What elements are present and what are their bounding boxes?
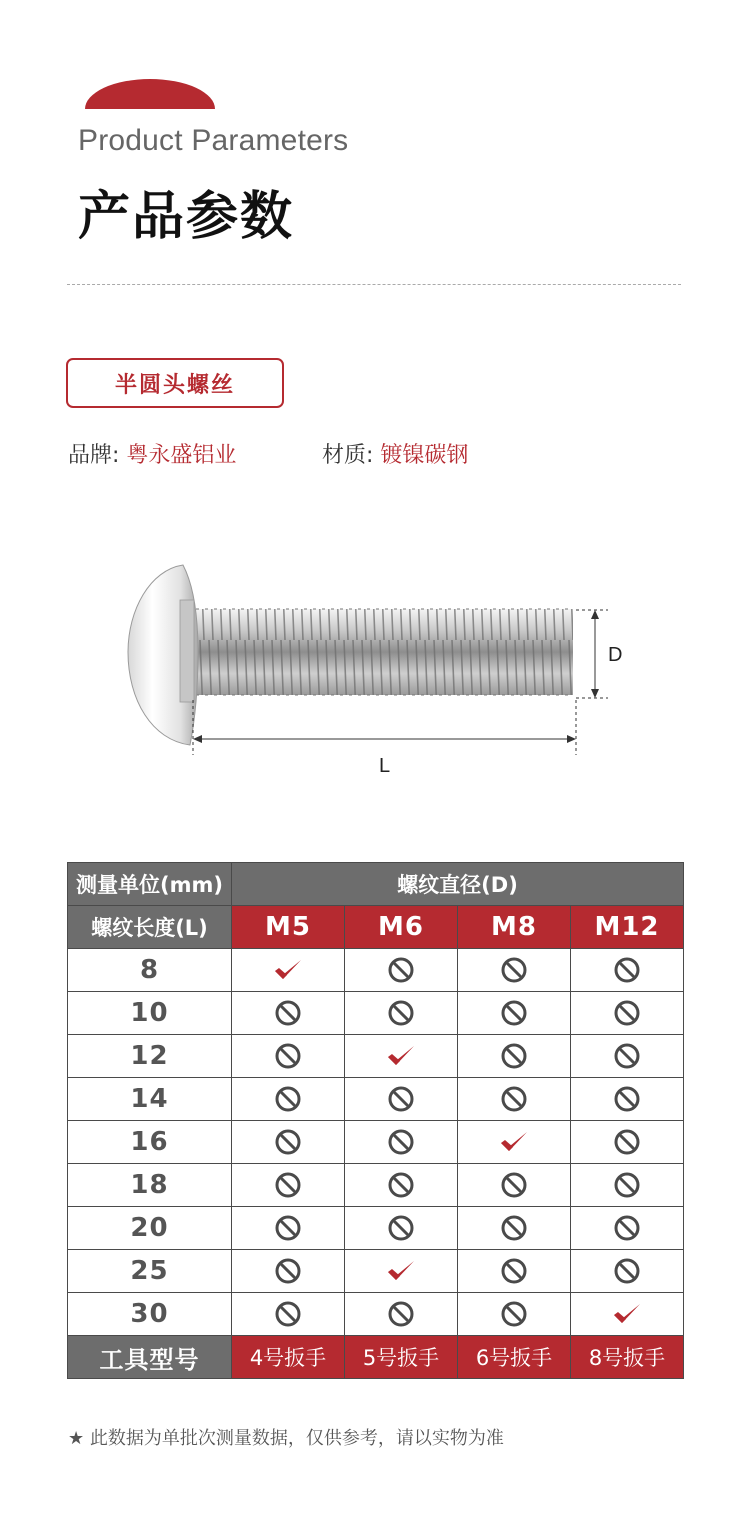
- tool-label: 工具型号: [68, 1336, 232, 1379]
- table-cell: [345, 1121, 458, 1164]
- prohibited-icon: [458, 1172, 570, 1198]
- table-cell: [232, 1078, 345, 1121]
- prohibited-icon: [571, 957, 683, 983]
- prohibited-icon: [345, 1129, 457, 1155]
- screw-diagram: [0, 540, 750, 800]
- table-cell: [571, 992, 684, 1035]
- table-row: [68, 1250, 684, 1293]
- table-cell: [458, 1164, 571, 1207]
- prohibited-icon: [571, 1086, 683, 1112]
- table-row: [68, 1078, 684, 1121]
- english-title: Product Parameters: [78, 124, 349, 157]
- length-value: 20: [68, 1207, 232, 1250]
- product-name-badge: 半圆头螺丝: [66, 358, 284, 408]
- prohibited-icon: [345, 1215, 457, 1241]
- table-cell: [458, 1250, 571, 1293]
- brand-value: 粤永盛铝业: [126, 443, 237, 468]
- prohibited-icon: [232, 1043, 344, 1069]
- table-cell: [232, 1121, 345, 1164]
- prohibited-icon: [458, 1086, 570, 1112]
- length-value: 14: [68, 1078, 232, 1121]
- prohibited-icon: [232, 1172, 344, 1198]
- table-row: [68, 1035, 684, 1078]
- length-value: 8: [68, 949, 232, 992]
- checkmark-icon: [458, 1129, 570, 1155]
- table-row: [68, 1293, 684, 1336]
- table-cell: [458, 949, 571, 992]
- prohibited-icon: [345, 1086, 457, 1112]
- table-row: [68, 992, 684, 1035]
- prohibited-icon: [232, 1000, 344, 1026]
- table-cell: [458, 1078, 571, 1121]
- tool-value: 6号扳手: [458, 1336, 571, 1379]
- table-cell: [345, 1207, 458, 1250]
- table-cell: [232, 1250, 345, 1293]
- prohibited-icon: [345, 957, 457, 983]
- table-cell: [232, 1035, 345, 1078]
- page-title: 产品参数: [78, 187, 295, 247]
- checkmark-icon: [345, 1043, 457, 1069]
- table-row: [68, 1207, 684, 1250]
- table-cell: [345, 1035, 458, 1078]
- table-cell: [232, 1164, 345, 1207]
- prohibited-icon: [571, 1129, 683, 1155]
- prohibited-icon: [458, 957, 570, 983]
- table-cell: [571, 1078, 684, 1121]
- diameter-label: D: [608, 644, 623, 666]
- header-arc-decoration: [85, 79, 215, 109]
- tool-value: 4号扳手: [232, 1336, 345, 1379]
- column-header-m6: M6: [345, 906, 458, 949]
- length-value: 25: [68, 1250, 232, 1293]
- table-cell: [345, 949, 458, 992]
- table-cell: [345, 1164, 458, 1207]
- prohibited-icon: [571, 1043, 683, 1069]
- prohibited-icon: [571, 1172, 683, 1198]
- brand-spec: [68, 438, 236, 469]
- table-cell: [232, 949, 345, 992]
- column-header-m8: M8: [458, 906, 571, 949]
- prohibited-icon: [345, 1172, 457, 1198]
- tool-row: [68, 1336, 684, 1379]
- length-value: 16: [68, 1121, 232, 1164]
- unit-header: 测量单位(mm): [68, 863, 232, 906]
- prohibited-icon: [232, 1301, 344, 1327]
- prohibited-icon: [458, 1301, 570, 1327]
- tool-value: 5号扳手: [345, 1336, 458, 1379]
- prohibited-icon: [571, 1215, 683, 1241]
- length-value: 18: [68, 1164, 232, 1207]
- material-spec: [322, 438, 468, 469]
- material-label: 材质:: [322, 443, 374, 468]
- checkmark-icon: [571, 1301, 683, 1327]
- table-size-row: [68, 906, 684, 949]
- tool-value: 8号扳手: [571, 1336, 684, 1379]
- table-cell: [571, 1035, 684, 1078]
- prohibited-icon: [571, 1000, 683, 1026]
- table-cell: [458, 1293, 571, 1336]
- table-cell: [232, 1293, 345, 1336]
- table-cell: [345, 992, 458, 1035]
- table-cell: [345, 1293, 458, 1336]
- table-row: [68, 1164, 684, 1207]
- table-cell: [458, 992, 571, 1035]
- material-value: 镀镍碳钢: [380, 443, 469, 468]
- prohibited-icon: [458, 1000, 570, 1026]
- table-cell: [571, 949, 684, 992]
- prohibited-icon: [232, 1086, 344, 1112]
- table-cell: [571, 1164, 684, 1207]
- table-cell: [458, 1035, 571, 1078]
- prohibited-icon: [232, 1129, 344, 1155]
- prohibited-icon: [458, 1043, 570, 1069]
- table-cell: [232, 1207, 345, 1250]
- table-cell: [571, 1121, 684, 1164]
- length-label: L: [379, 755, 391, 777]
- length-value: 10: [68, 992, 232, 1035]
- table-cell: [571, 1207, 684, 1250]
- diameter-header: 螺纹直径(D): [232, 863, 684, 906]
- prohibited-icon: [458, 1258, 570, 1284]
- table-row: [68, 949, 684, 992]
- checkmark-icon: [345, 1258, 457, 1284]
- prohibited-icon: [571, 1258, 683, 1284]
- screw-head: [128, 565, 198, 745]
- prohibited-icon: [345, 1000, 457, 1026]
- table-cell: [345, 1250, 458, 1293]
- screw-shaft: [188, 609, 573, 695]
- length-value: 30: [68, 1293, 232, 1336]
- table-cell: [571, 1250, 684, 1293]
- table-cell: [571, 1293, 684, 1336]
- prohibited-icon: [345, 1301, 457, 1327]
- table-cell: [345, 1078, 458, 1121]
- prohibited-icon: [232, 1258, 344, 1284]
- length-value: 12: [68, 1035, 232, 1078]
- table-row: [68, 1121, 684, 1164]
- table-cell: [232, 992, 345, 1035]
- table-cell: [458, 1121, 571, 1164]
- table-cell: [458, 1207, 571, 1250]
- dashed-divider: [67, 284, 681, 285]
- prohibited-icon: [232, 1215, 344, 1241]
- parameter-table: [67, 862, 684, 1379]
- checkmark-icon: [232, 957, 344, 983]
- footnote: ★ 此数据为单批次测量数据，仅供参考，请以实物为准: [68, 1428, 504, 1449]
- prohibited-icon: [458, 1215, 570, 1241]
- length-header: 螺纹长度(L): [68, 906, 232, 949]
- table-header-row: [68, 863, 684, 906]
- column-header-m12: M12: [571, 906, 684, 949]
- brand-label: 品牌:: [68, 443, 120, 468]
- column-header-m5: M5: [232, 906, 345, 949]
